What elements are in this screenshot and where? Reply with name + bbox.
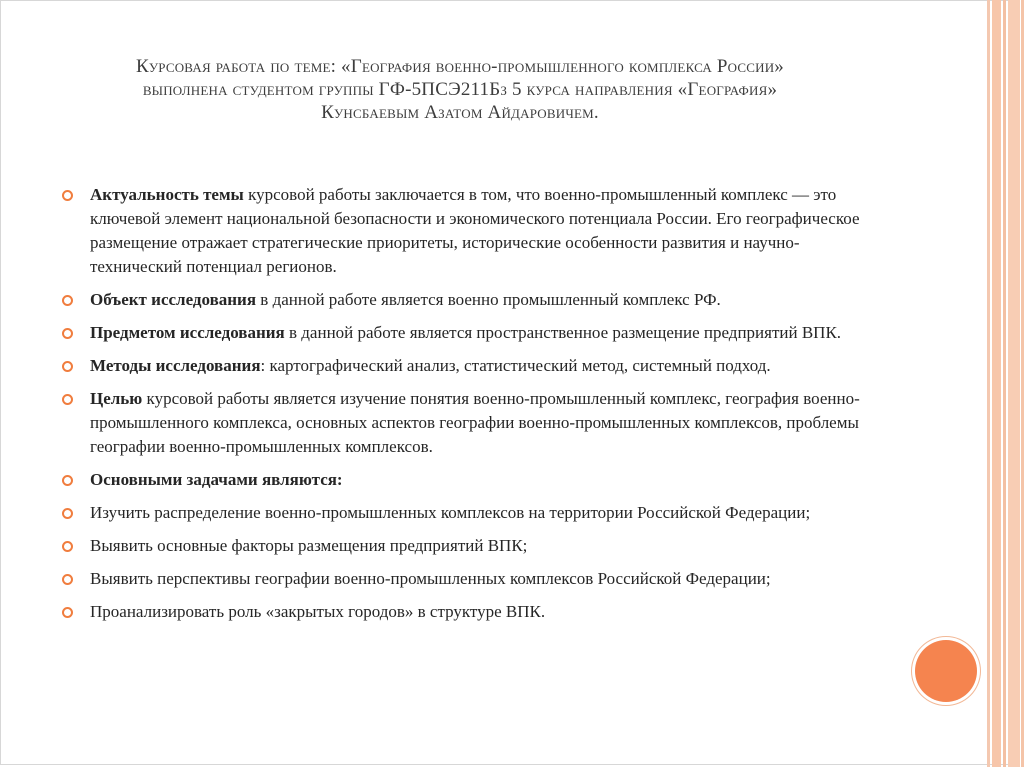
item-heading: Методы исследования bbox=[90, 356, 261, 375]
bullet-icon bbox=[62, 295, 73, 306]
bullet-icon bbox=[62, 190, 73, 201]
list-item bbox=[60, 288, 880, 312]
bullet-icon bbox=[62, 607, 73, 618]
item-text: курсовой работы заключается в том, что военно-промышленный комплекс — это ключевой элемент национальной безопасности и экономического потенциала России. Его географическое размещение отражает стратегические приоритеты, исторические особенности развития и научно-технический потенциал регионов. bbox=[90, 185, 860, 276]
list-item bbox=[60, 468, 880, 492]
stripe bbox=[992, 0, 1001, 767]
bullet-icon bbox=[62, 508, 73, 519]
bullet-icon bbox=[62, 574, 73, 585]
bullet-icon bbox=[62, 475, 73, 486]
item-text: : картографический анализ, статистический метод, системный подход. bbox=[260, 356, 771, 375]
item-text: Выявить основные факторы размещения предприятий ВПК; bbox=[90, 536, 528, 555]
decorative-circle bbox=[915, 640, 977, 702]
list-item bbox=[60, 354, 880, 378]
bullet-list bbox=[60, 183, 880, 624]
list-item bbox=[60, 534, 880, 558]
item-text: в данной работе является военно промышленный комплекс РФ. bbox=[256, 290, 721, 309]
decorative-stripes bbox=[986, 0, 1024, 767]
item-heading: Целью bbox=[90, 389, 143, 408]
item-heading: Предметом исследования bbox=[90, 323, 285, 342]
stripe bbox=[987, 0, 990, 767]
title-line-1: Курсовая работа по теме: «География военно-промышленного комплекса России» bbox=[135, 56, 785, 77]
stripe bbox=[1008, 0, 1020, 767]
bullet-icon bbox=[62, 394, 73, 405]
item-text: в данной работе является пространственное размещение предприятий ВПК. bbox=[284, 323, 842, 342]
title-line-3: Кунсбаевым Азатом Айдаровичем. bbox=[321, 102, 599, 123]
item-text: Выявить перспективы географии военно-промышленных комплексов Российской Федерации; bbox=[90, 569, 771, 588]
item-heading: Основными задачами являются: bbox=[90, 470, 343, 489]
bullet-icon bbox=[62, 541, 73, 552]
stripe bbox=[1003, 0, 1006, 767]
list-item bbox=[60, 600, 880, 624]
list-item bbox=[60, 321, 880, 345]
bullet-icon bbox=[62, 328, 73, 339]
slide-title bbox=[60, 55, 860, 124]
item-text: курсовой работы является изучение понятия военно-промышленный комплекс, география военно-промышленного комплекса, основных аспектов географии военно-промышленных комплексов, проблемы географии военно-промышленных комплексов. bbox=[90, 389, 860, 456]
list-item bbox=[60, 501, 880, 525]
list-item bbox=[60, 567, 880, 591]
list-item bbox=[60, 387, 880, 459]
item-heading: Объект исследования bbox=[90, 290, 257, 309]
title-line-2: выполнена студентом группы ГФ-5ПСЭ211Бз 5 курса направления «География» bbox=[142, 79, 778, 100]
item-text: Изучить распределение военно-промышленных комплексов на территории Российской Федерации; bbox=[90, 503, 811, 522]
bullet-icon bbox=[62, 361, 73, 372]
item-text: Проанализировать роль «закрытых городов» в структуре ВПК. bbox=[90, 602, 546, 621]
list-item bbox=[60, 183, 880, 279]
item-heading: Актуальность темы bbox=[90, 185, 244, 204]
